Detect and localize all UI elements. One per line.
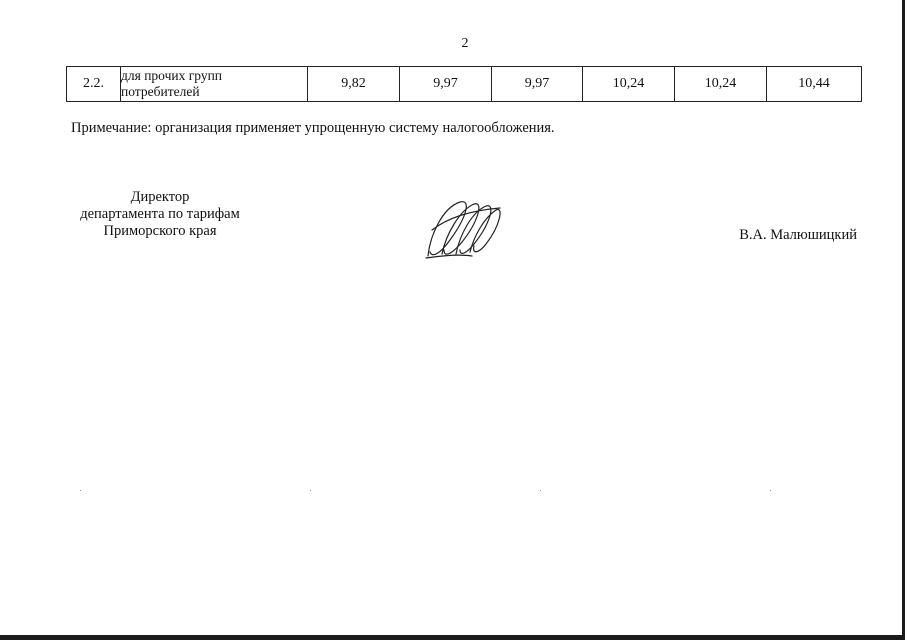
table-row (67, 67, 862, 102)
row-name-line1: для прочих групп (121, 68, 223, 83)
tariff-table (66, 66, 862, 102)
page-number: 2 (461, 36, 469, 51)
signer-title-line1: Директор (130, 189, 190, 205)
value-cell-1: 9,82 (308, 67, 400, 102)
value-cell-2: 9,97 (400, 67, 492, 102)
value-cell-5: 10,24 (675, 67, 767, 102)
note-text: Примечание: организация применяет упрощенную систему налогообложения. (71, 120, 555, 136)
signature-image (420, 196, 505, 260)
signer-title-line2: департамента по тарифам (80, 206, 240, 222)
row-number: 2.2. (67, 67, 121, 102)
scan-speck (540, 490, 541, 491)
value-cell-6: 10,44 (767, 67, 862, 102)
row-name (121, 67, 308, 102)
value-cell-3: 9,97 (492, 67, 583, 102)
signer-title-line3: Приморского края (103, 223, 217, 239)
scan-speck (310, 490, 311, 491)
value-cell-4: 10,24 (583, 67, 675, 102)
scan-speck (770, 490, 771, 491)
signer-title (60, 189, 260, 240)
signer-name: В.А. Малюшицкий (739, 227, 857, 243)
scan-edge-bottom (0, 635, 905, 640)
scan-speck (80, 490, 81, 491)
row-name-line2: потребителей (121, 84, 200, 99)
